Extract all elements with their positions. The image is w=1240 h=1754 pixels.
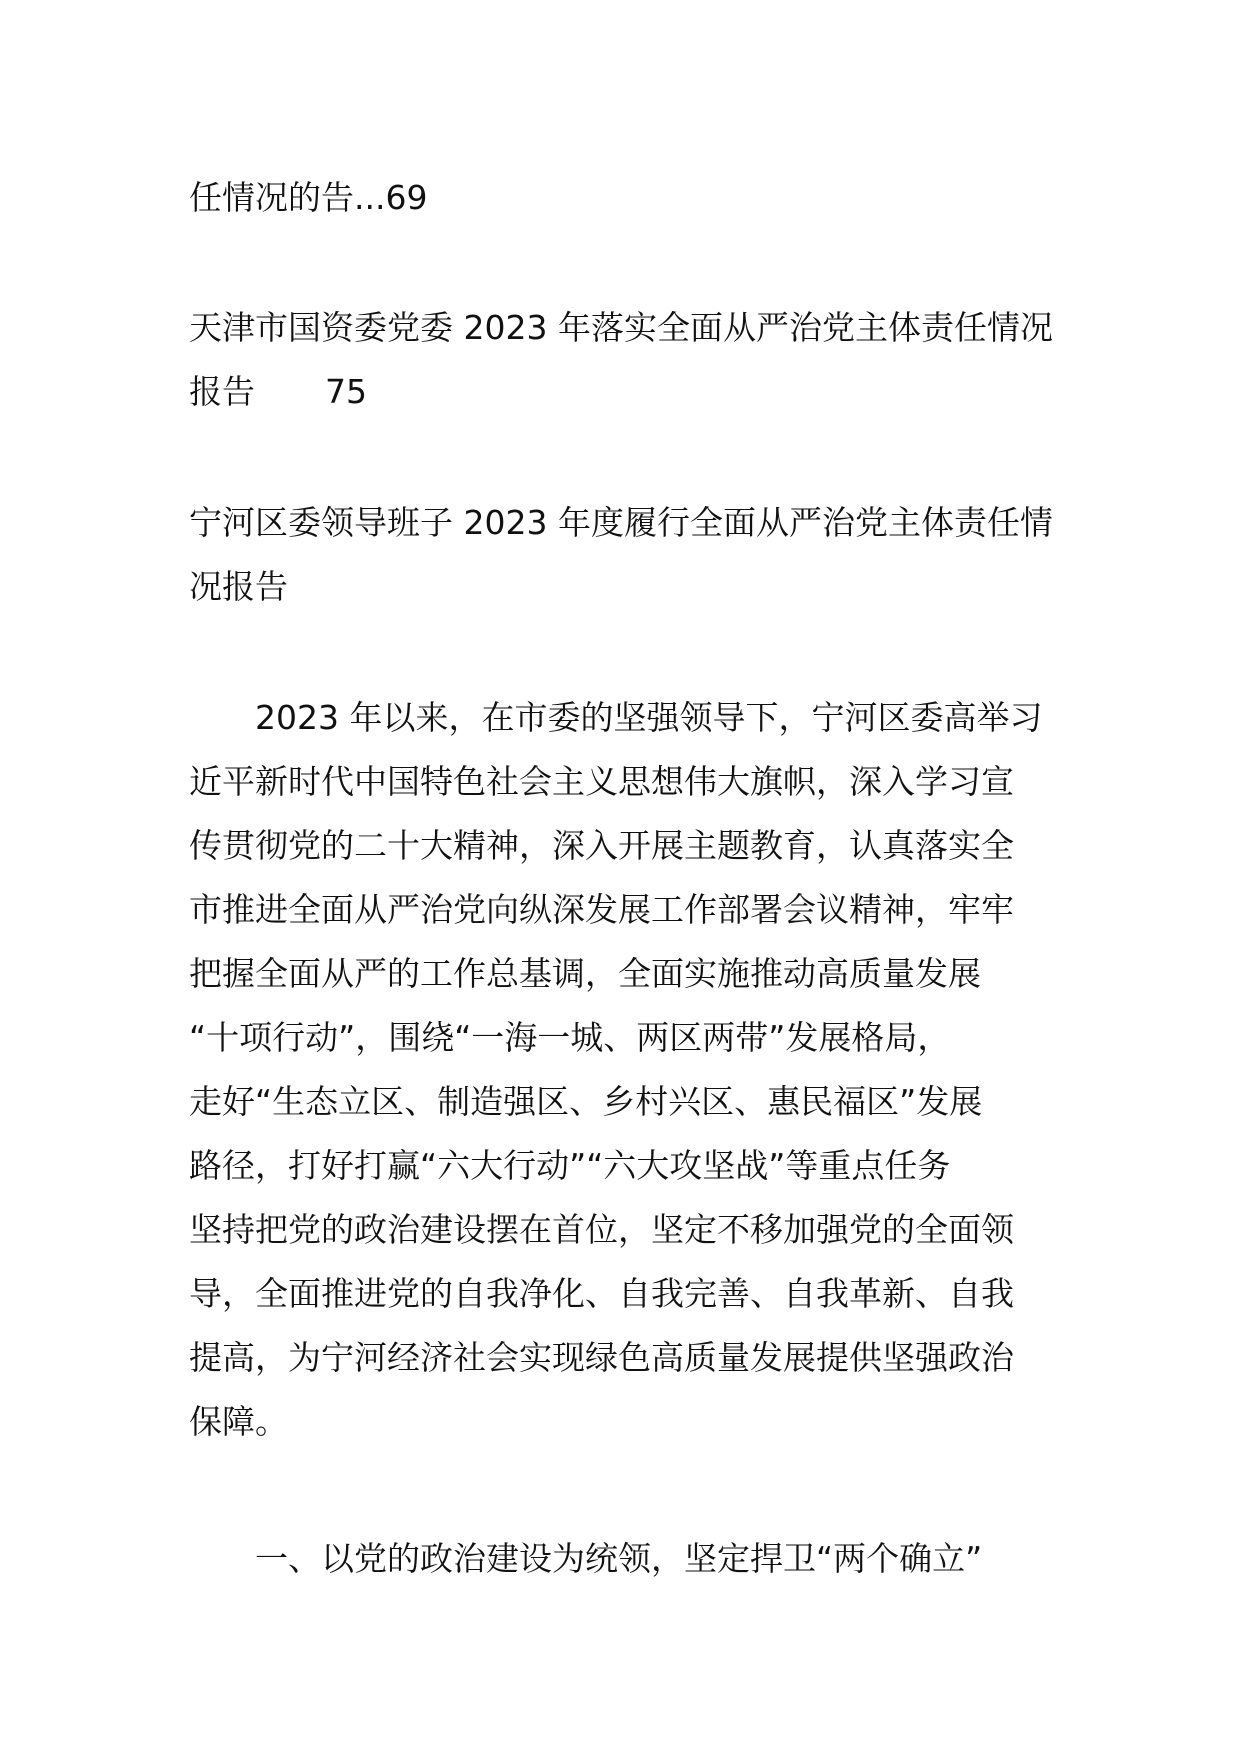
toc-entry-1-text: 任情况的告...69 [189,178,428,217]
intro-line: 路径，打好打赢“六大行动”“六大攻坚战”等重点任务 [189,1146,951,1185]
intro-line: “十项行动”，围绕“一海一城、两区两带”发展格局， [189,1018,951,1057]
intro-line: 导，全面推进党的自我净化、自我完善、自我革新、自我 [189,1274,1014,1313]
toc-entry-2-title-end: 报告 [189,372,255,411]
intro-line: 走好“生态立区、制造强区、乡村兴区、惠民福区”发展 [189,1082,983,1121]
intro-line: 近平新时代中国特色社会主义思想伟大旗帜，深入学习宣 [189,762,1014,801]
report-title [189,491,1069,619]
toc-entry-1 [189,166,1069,230]
intro-line: 市推进全面从严治党向纵深发展工作部署会议精神，牢牢 [189,890,1014,929]
intro-paragraph [189,686,1069,1454]
intro-line: 坚持把党的政治建设摆在首位，坚定不移加强党的全面领 [189,1210,1014,1249]
intro-line: 保障。 [189,1402,288,1441]
intro-line: 提高，为宁河经济社会实现绿色高质量发展提供坚强政治 [189,1338,1014,1377]
intro-line: 把握全面从严的工作总基调，全面实施推动高质量发展 [189,954,981,993]
section-1-heading-text: 一、以党的政治建设为统领，坚定捍卫“两个确立” [189,1539,983,1578]
report-title-line-1: 宁河区委领导班子 2023 年度履行全面从严治党主体责任情 [189,503,1053,542]
toc-entry-2-line-1: 天津市国资委党委 2023 年落实全面从严治党主体责任情况 [189,308,1053,347]
intro-line: 2023 年以来，在市委的坚强领导下，宁河区委高举习 [189,698,1043,737]
section-1-heading [189,1527,1069,1591]
toc-entry-2 [189,296,1069,424]
intro-line: 传贯彻党的二十大精神，深入开展主题教育，认真落实全 [189,826,1014,865]
toc-entry-2-line-2 [189,360,1069,424]
report-title-line-2: 况报告 [189,567,288,606]
toc-entry-2-page-number: 75 [325,372,367,411]
